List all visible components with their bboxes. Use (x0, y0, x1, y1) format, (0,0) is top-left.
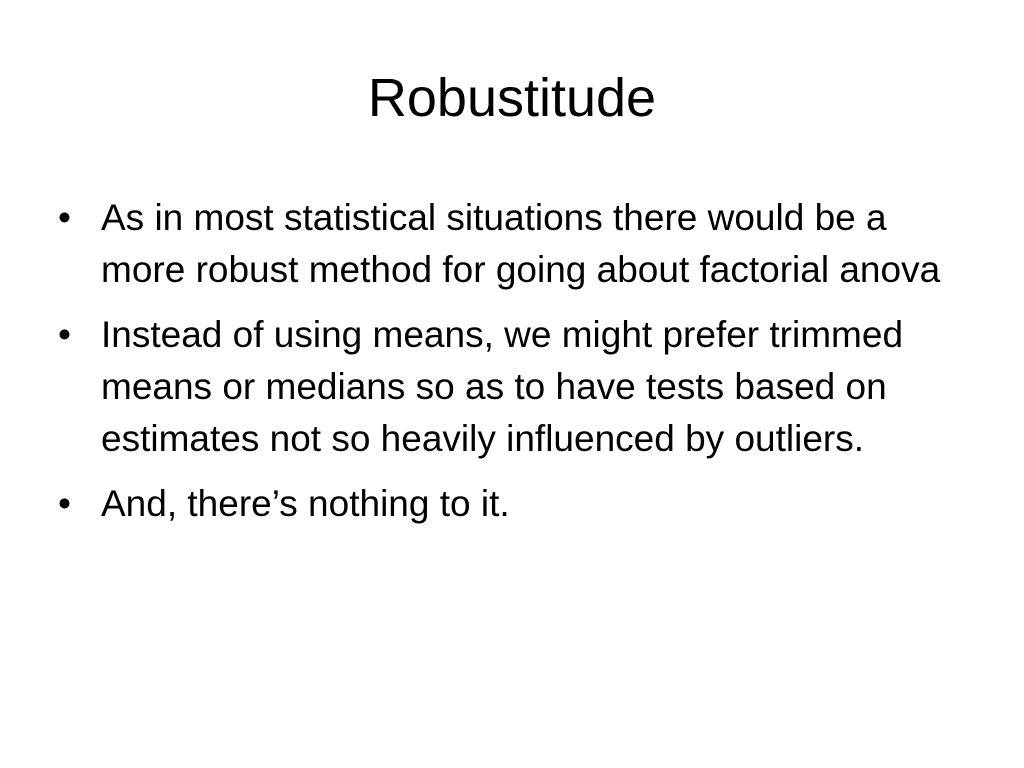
slide-title: Robustitude (367, 68, 657, 128)
bullet-text: And, there’s nothing to it. (101, 483, 510, 524)
bullet-dot-icon: • (58, 314, 71, 355)
bullet-list (58, 192, 958, 543)
bullet-dot-icon: • (58, 197, 71, 238)
bullet-dot-icon: • (58, 483, 71, 524)
bullet-item (58, 192, 958, 296)
bullet-text: As in most statistical situations there would be a more robust method for going about factorial anova (101, 197, 941, 290)
bullet-item (58, 478, 958, 530)
bullet-item (58, 309, 958, 465)
bullet-text: Instead of using means, we might prefer trimmed means or medians so as to have tests based on estimates not so heavily influenced by outliers. (101, 314, 904, 459)
